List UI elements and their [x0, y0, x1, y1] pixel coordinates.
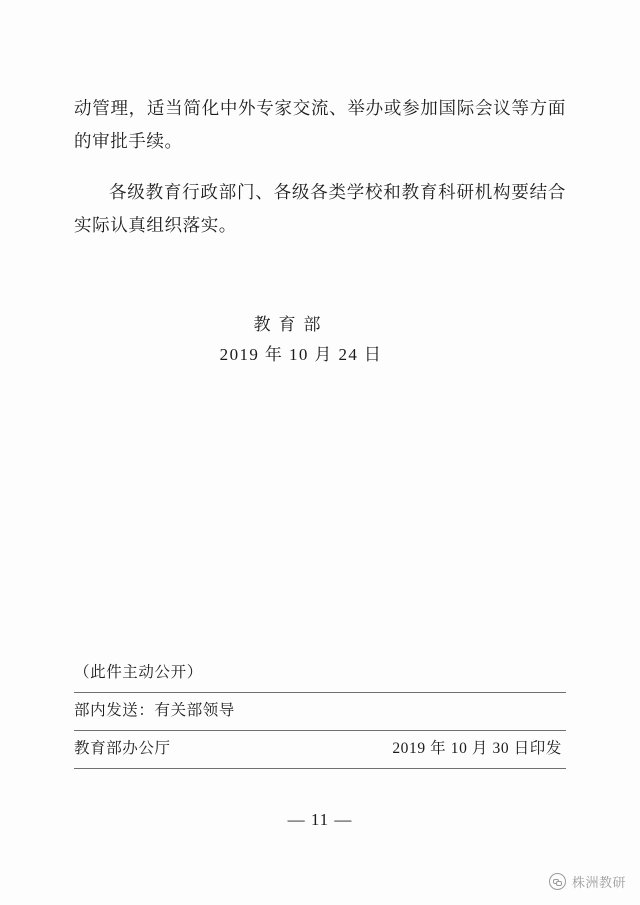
document-footer — [74, 660, 566, 769]
distribution-label: 部内发送：有关部领导 — [74, 702, 236, 719]
signature-date: 2019 年 10 月 24 日 — [219, 345, 383, 364]
issue-date: 2019 年 10 月 30 日印发 — [392, 740, 562, 757]
footer-divider-bottom — [74, 768, 566, 769]
paragraph-continuation: 动管理，适当简化中外专家交流、举办或参加国际会议等方面的审批手续。 — [74, 98, 566, 151]
distribution-row — [74, 693, 566, 730]
signature-block — [74, 310, 566, 370]
issuer-label: 教育部办公厅 — [74, 740, 171, 757]
signature-organization: 教育部 — [253, 315, 329, 334]
watermark — [549, 872, 626, 891]
disclosure-note: （此件主动公开） — [74, 664, 203, 681]
page-number: — 11 — — [287, 810, 353, 829]
watermark-label: 株洲教研 — [571, 875, 626, 890]
issuer-row — [74, 731, 566, 768]
paragraph-implementation: 各级教育行政部门、各级各类学校和教育科研机构要结合实际认真组织落实。 — [74, 182, 566, 235]
document-body — [74, 92, 566, 242]
wechat-icon — [549, 873, 566, 890]
